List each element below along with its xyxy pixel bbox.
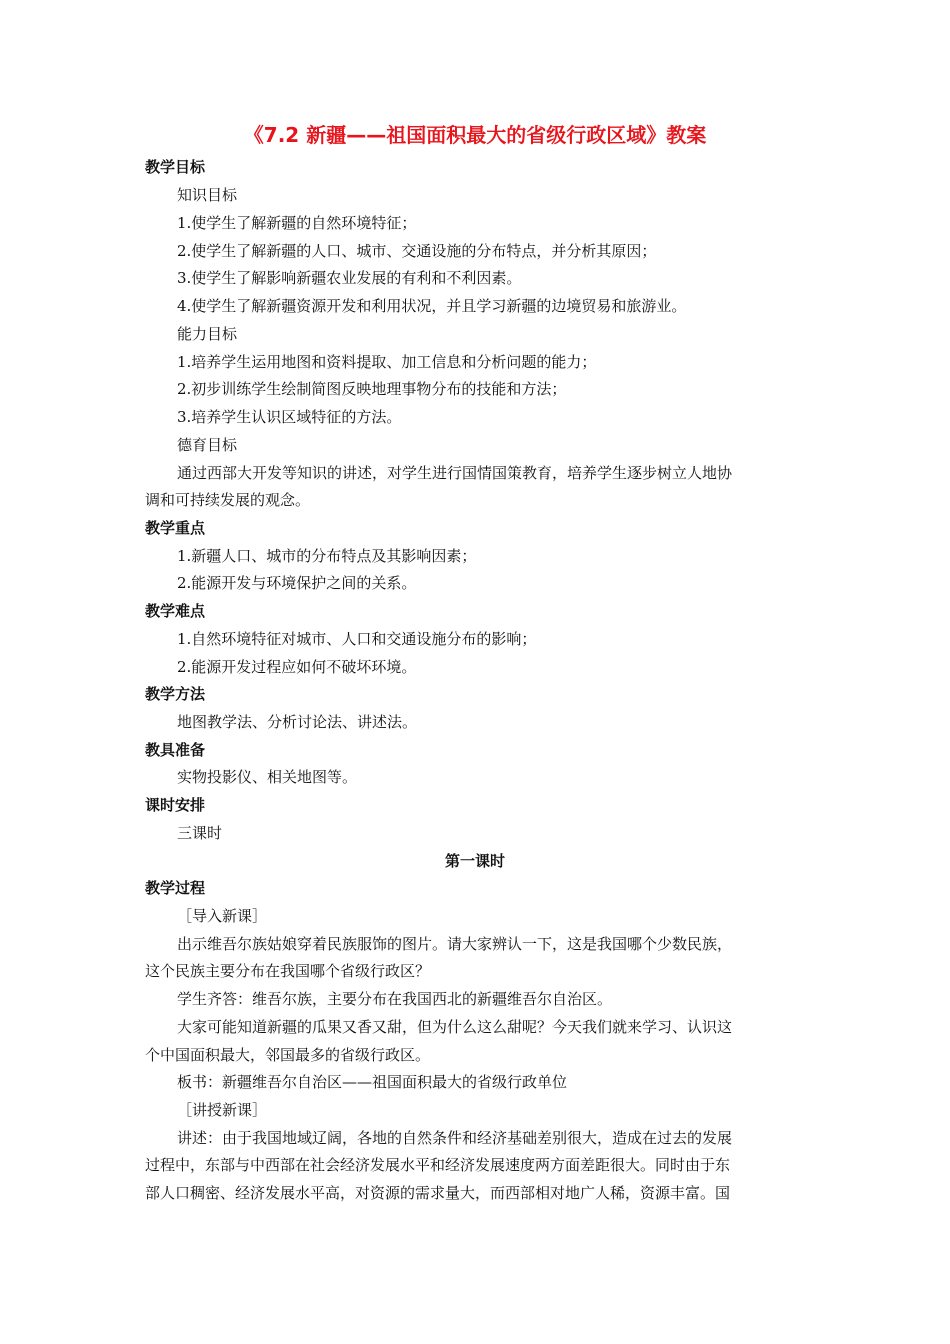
ability-item: 2.初步训练学生绘制简图反映地理事物分布的技能和方法； xyxy=(177,380,567,398)
difficulty-item: 2.能源开发过程应如何不破坏环境。 xyxy=(177,658,417,676)
lesson-heading: 第一课时 xyxy=(444,852,505,870)
paragraph-line: 学生齐答：维吾尔族，主要分布在我国西北的新疆维吾尔自治区。 xyxy=(177,990,613,1008)
paragraph-line: 个中国面积最大，邻国最多的省级行政区。 xyxy=(145,1046,431,1064)
paragraph-line: 出示维吾尔族姑娘穿着民族服饰的图片。请大家辨认一下，这是我国哪个少数民族， xyxy=(177,935,733,953)
ability-item: 3.培养学生认识区域特征的方法。 xyxy=(177,408,402,426)
knowledge-item: 4.使学生了解新疆资源开发和利用状况，并且学习新疆的边境贸易和旅游业。 xyxy=(177,297,687,315)
ability-item: 1.培养学生运用地图和资料提取、加工信息和分析问题的能力； xyxy=(177,353,597,371)
tools-text: 实物投影仪、相关地图等。 xyxy=(177,768,358,786)
heading-process: 教学过程 xyxy=(145,879,206,897)
paragraph-line: 大家可能知道新疆的瓜果又香又甜，但为什么这么甜呢？今天我们就来学习、认识这 xyxy=(177,1018,733,1036)
paragraph-line: 讲述：由于我国地域辽阔，各地的自然条件和经济基础差别很大，造成在过去的发展 xyxy=(177,1129,733,1147)
keypoint-item: 1.新疆人口、城市的分布特点及其影响因素； xyxy=(177,547,477,565)
paragraph-line: 这个民族主要分布在我国哪个省级行政区？ xyxy=(145,962,431,980)
difficulty-item: 1.自然环境特征对城市、人口和交通设施分布的影响； xyxy=(177,630,537,648)
paragraph-line: 板书：新疆维吾尔自治区——祖国面积最大的省级行政单位 xyxy=(177,1073,568,1091)
paragraph-line: 部人口稠密、经济发展水平高，对资源的需求量大，而西部相对地广人稀，资源丰富。国 xyxy=(145,1184,731,1202)
schedule-text: 三课时 xyxy=(177,824,223,842)
heading-method: 教学方法 xyxy=(145,685,206,703)
heading-keypoints: 教学重点 xyxy=(145,519,206,537)
method-text: 地图教学法、分析讨论法、讲述法。 xyxy=(177,713,418,731)
intro-tag: ［导入新课］ xyxy=(177,907,268,925)
paragraph-line: 过程中，东部与中西部在社会经济发展水平和经济发展速度两方面差距很大。同时由于东 xyxy=(145,1156,731,1174)
heading-objectives: 教学目标 xyxy=(145,158,206,176)
heading-tools: 教具准备 xyxy=(145,741,206,759)
knowledge-item: 3.使学生了解影响新疆农业发展的有利和不利因素。 xyxy=(177,269,522,287)
heading-schedule: 课时安排 xyxy=(145,796,206,814)
knowledge-item: 1.使学生了解新疆的自然环境特征； xyxy=(177,214,417,232)
subheading-knowledge: 知识目标 xyxy=(177,186,238,204)
keypoint-item: 2.能源开发与环境保护之间的关系。 xyxy=(177,574,417,592)
moral-text: 通过西部大开发等知识的讲述，对学生进行国情国策教育，培养学生逐步树立人地协 xyxy=(177,464,733,482)
subheading-moral: 德育目标 xyxy=(177,436,238,454)
knowledge-item: 2.使学生了解新疆的人口、城市、交通设施的分布特点，并分析其原因； xyxy=(177,242,657,260)
moral-text: 调和可持续发展的观念。 xyxy=(145,491,311,509)
heading-difficulties: 教学难点 xyxy=(145,602,206,620)
document-title: 《7.2 新疆——祖国面积最大的省级行政区域》教案 xyxy=(243,123,707,147)
subheading-ability: 能力目标 xyxy=(177,325,238,343)
new-lesson-tag: ［讲授新课］ xyxy=(177,1101,268,1119)
